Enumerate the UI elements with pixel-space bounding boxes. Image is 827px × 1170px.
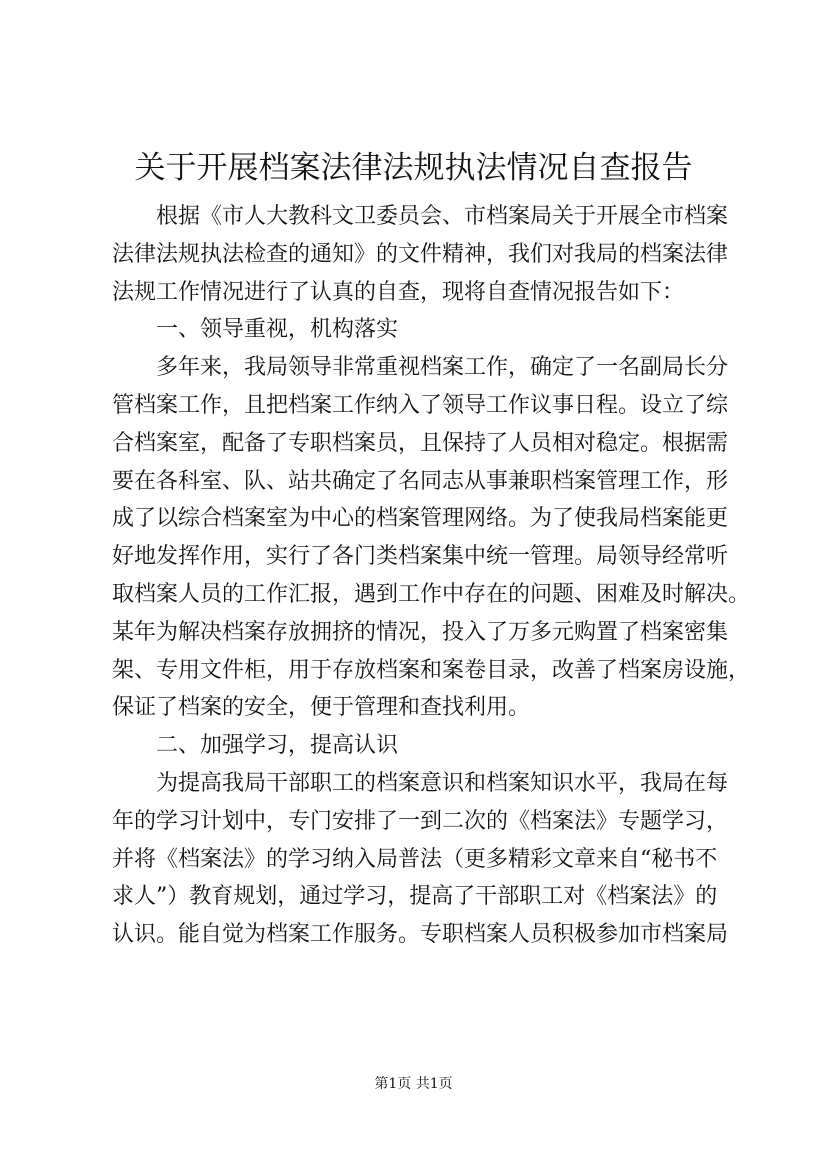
body-line: 根据《市人大教科文卫委员会、市档案局关于开展全市档案 [156,204,729,229]
body-line: 一、领导重视，机构落实 [156,317,399,343]
body-line: 保证了档案的安全，便于管理和查找利用。 [112,695,531,721]
body-line: 某年为解决档案存放拥挤的情况，投入了万多元购置了档案密集 [112,619,729,645]
body-line: 多年来，我局领导非常重视档案工作，确定了一名副局长分 [156,355,729,381]
body-line: 法律法规执法检查的通知》的文件精神，我们对我局的档案法律 [112,241,729,267]
body-line: 求人”）教育规划，通过学习，提高了干部职工对《档案法》的 [112,884,718,910]
body-line: 取档案人员的工作汇报，遇到工作中存在的问题、困难及时解决。 [112,581,751,607]
body-line: 架、专用文件柜，用于存放档案和案卷目录，改善了档案房设施， [112,657,751,683]
body-line: 年的学习计划中，专门安排了一到二次的《档案法》专题学习， [112,808,729,834]
body-line: 认识。能自觉为档案工作服务。专职档案人员积极参加市档案局 [112,922,729,948]
document-title: 关于开展档案法律法规执法情况自查报告 [134,150,693,186]
body-line: 要在各科室、队、站共确定了名同志从事兼职档案管理工作，形 [112,468,729,494]
body-line: 为提高我局干部职工的档案意识和档案知识水平，我局在每 [156,770,729,796]
body-line: 法规工作情况进行了认真的自查，现将自查情况报告如下： [112,279,685,305]
body-line: 合档案室，配备了专职档案员，且保持了人员相对稳定。根据需 [112,430,729,456]
document-body [112,198,751,954]
body-line: 管档案工作，且把档案工作纳入了领导工作议事日程。设立了综 [112,392,729,418]
body-line: 好地发挥作用，实行了各门类档案集中统一管理。局领导经常听 [112,544,729,570]
body-line: 成了以综合档案室为中心的档案管理网络。为了使我局档案能更 [112,506,729,532]
page-footer: 第1页 共1页 [374,1076,453,1092]
body-line: 二、加强学习，提高认识 [156,733,399,759]
body-line: 并将《档案法》的学习纳入局普法（更多精彩文章来自“秘书不 [112,846,718,872]
